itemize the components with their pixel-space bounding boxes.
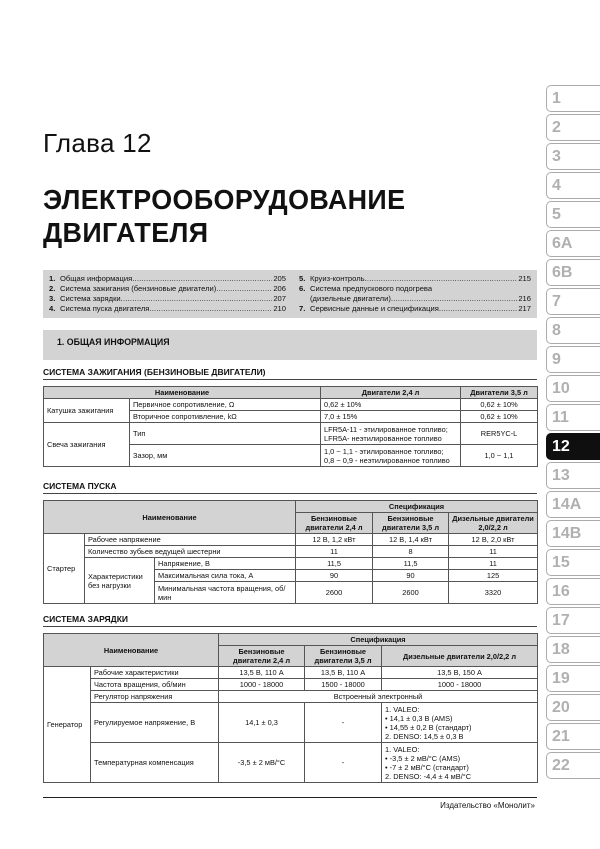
chapter-tab[interactable]: 11	[546, 404, 600, 431]
row-label: Зазор, мм	[130, 445, 321, 467]
toc-number: 5.	[299, 274, 306, 283]
table-cell: 0,62 ± 10%	[461, 399, 538, 411]
chapter-tab[interactable]: 2	[546, 114, 600, 141]
table-cell: 2600	[373, 582, 449, 604]
column-header: Спецификация	[219, 634, 538, 646]
toc-number: 4.	[49, 304, 56, 313]
starting-table	[43, 500, 538, 604]
chapter-tab[interactable]: 5	[546, 201, 600, 228]
table-cell: 13,5 В, 110 А	[305, 667, 382, 679]
toc-page: 205	[273, 274, 286, 283]
column-header: Спецификация	[296, 501, 538, 513]
toc-page: 216	[518, 294, 531, 303]
row-label: Регулируемое напряжение, В	[91, 703, 219, 743]
row-label: Температурная компенсация	[91, 743, 219, 783]
table-cell: 11	[449, 546, 538, 558]
column-header: Бензиновые двигатели 3,5 л	[305, 646, 382, 667]
toc-text-continued: (дизельные двигатели)	[310, 294, 391, 303]
chapter-tab[interactable]: 10	[546, 375, 600, 402]
column-header: Бензиновые двигатели 3,5 л	[373, 513, 449, 534]
chapter-tab[interactable]: 1	[546, 85, 600, 112]
toc-number: 2.	[49, 284, 56, 293]
toc-number: 1.	[49, 274, 56, 283]
title-line-1: ЭЛЕКТРООБОРУДОВАНИЕ	[43, 184, 406, 215]
column-header: Бензиновые двигатели 2,4 л	[219, 646, 305, 667]
table-cell: 0,62 ± 10%	[321, 399, 461, 411]
table-cell	[321, 445, 461, 467]
publisher-footer: Издательство «Монолит»	[440, 801, 535, 810]
cell-line: LFR5A-11 - этилированное топливо;	[324, 424, 448, 434]
toc-number: 3.	[49, 294, 56, 303]
table-cell: 11,5	[296, 558, 373, 570]
table-cell: 14,1 ± 0,3	[219, 703, 305, 743]
toc-page: 215	[518, 274, 531, 283]
chapter-tab[interactable]: 6A	[546, 230, 600, 257]
chapter-tabs	[546, 85, 600, 781]
cell-line: 2. DENSO: -4,4 ± 4 мВ/°С	[385, 771, 472, 781]
cell-line: LFR5A- неэтилированное топливо	[324, 433, 442, 443]
row-group-label: Катушка зажигания	[44, 399, 130, 423]
toc-item[interactable]	[49, 294, 286, 304]
toc-text: Система зажигания (бензиновые двигатели)	[60, 284, 217, 293]
table-cell: 12 В, 1,4 кВт	[373, 534, 449, 546]
toc-left-column	[49, 274, 286, 314]
toc-item[interactable]	[299, 274, 531, 284]
chapter-tab[interactable]: 20	[546, 694, 600, 721]
table-of-contents	[43, 270, 537, 318]
toc-page: 210	[273, 304, 286, 313]
column-header: Двигатели 2,4 л	[321, 387, 461, 399]
toc-item[interactable]	[49, 274, 286, 284]
column-header: Наименование	[44, 387, 321, 399]
column-header: Дизельные двигатели 2,0/2,2 л	[382, 646, 538, 667]
row-group-label: Свеча зажигания	[44, 423, 130, 467]
chapter-tab[interactable]: 9	[546, 346, 600, 373]
column-header: Бензиновые двигатели 2,4 л	[296, 513, 373, 534]
starting-heading: СИСТЕМА ПУСКА	[43, 481, 117, 491]
title-line-2: ДВИГАТЕЛЯ	[43, 217, 209, 248]
charging-table	[43, 633, 538, 783]
table-cell: 7,0 ± 15%	[321, 411, 461, 423]
toc-leader	[391, 294, 517, 304]
row-label: Напряжение, В	[155, 558, 296, 570]
toc-leader	[132, 274, 272, 284]
row-group-label: Характеристики без нагрузки	[85, 558, 155, 604]
table-cell: 0,62 ± 10%	[461, 411, 538, 423]
table-cell: 11,5	[373, 558, 449, 570]
table-cell: 1,0 ~ 1,1	[461, 445, 538, 467]
table-cell	[382, 703, 538, 743]
heading-rule	[43, 626, 537, 627]
toc-text: Общая информация	[60, 274, 133, 283]
cell-line: 0,8 ~ 0,9 - неэтилированное топливо	[324, 455, 450, 465]
heading-rule	[43, 379, 537, 380]
table-cell: 125	[449, 570, 538, 582]
table-cell: 2600	[296, 582, 373, 604]
row-group-label: Генератор	[44, 667, 91, 783]
table-cell: 1000 - 18000	[219, 679, 305, 691]
toc-leader	[121, 294, 273, 304]
chapter-tab[interactable]: 21	[546, 723, 600, 750]
toc-leader	[216, 284, 272, 294]
bullet-item: • -7 ± 2 мВ/°С (стандарт)	[385, 763, 534, 772]
chapter-tab[interactable]: 3	[546, 143, 600, 170]
table-cell: -	[305, 743, 382, 783]
chapter-tab[interactable]: 15	[546, 549, 600, 576]
cell-line: 2. DENSO: 14,5 ± 0,3 В	[385, 731, 464, 741]
chapter-tab[interactable]: 13	[546, 462, 600, 489]
toc-page: 206	[273, 284, 286, 293]
row-label: Рабочее напряжение	[85, 534, 296, 546]
table-cell: 13,5 В, 110 А	[219, 667, 305, 679]
chapter-tab[interactable]: 22	[546, 752, 600, 779]
table-cell	[382, 743, 538, 783]
toc-text: Система пуска двигателя	[60, 304, 150, 313]
row-label: Максимальная сила тока, А	[155, 570, 296, 582]
ignition-table	[43, 386, 538, 467]
charging-heading: СИСТЕМА ЗАРЯДКИ	[43, 614, 128, 624]
table-cell: Встроенный электронный	[219, 691, 538, 703]
table-cell: 11	[296, 546, 373, 558]
column-header: Наименование	[44, 501, 296, 534]
chapter-tab[interactable]: 7	[546, 288, 600, 315]
toc-leader	[149, 304, 272, 314]
table-cell: RER5YC-L	[461, 423, 538, 445]
table-cell: 13,5 В, 150 А	[382, 667, 538, 679]
row-label: Вторичное сопротивление, kΩ	[130, 411, 321, 423]
toc-text: Система зарядки	[60, 294, 121, 303]
table-cell: 90	[296, 570, 373, 582]
cell-line: 1,0 ~ 1,1 - этилированное топливо;	[324, 446, 444, 456]
column-header: Двигатели 3,5 л	[461, 387, 538, 399]
toc-number: 6.	[299, 284, 306, 293]
cell-line: 1. VALEO:	[385, 744, 420, 754]
chapter-tab[interactable]: 4	[546, 172, 600, 199]
table-cell: 3320	[449, 582, 538, 604]
chapter-tab[interactable]: 8	[546, 317, 600, 344]
table-cell	[321, 423, 461, 445]
toc-item[interactable]	[299, 284, 531, 294]
row-label: Минимальная частота вращения, об/мин	[155, 582, 296, 604]
table-cell: 1500 - 18000	[305, 679, 382, 691]
table-cell: 12 В, 2,0 кВт	[449, 534, 538, 546]
ignition-heading: СИСТЕМА ЗАЖИГАНИЯ (БЕНЗИНОВЫЕ ДВИГАТЕЛИ)	[43, 367, 266, 377]
toc-item[interactable]	[49, 304, 286, 314]
toc-number: 7.	[299, 304, 306, 313]
toc-text: Круиз-контроль	[310, 274, 365, 283]
row-label: Тип	[130, 423, 321, 445]
table-cell: 12 В, 1,2 кВт	[296, 534, 373, 546]
chapter-tab[interactable]: 6B	[546, 259, 600, 286]
chapter-tab[interactable]: 14B	[546, 520, 600, 547]
chapter-tab[interactable]: 16	[546, 578, 600, 605]
toc-text: Система предпускового подогрева	[310, 284, 433, 293]
table-cell: 1000 - 18000	[382, 679, 538, 691]
table-cell: -	[305, 703, 382, 743]
table-cell: 8	[373, 546, 449, 558]
footer-rule	[43, 797, 537, 798]
chapter-tab[interactable]: 18	[546, 636, 600, 663]
table-cell: -3,5 ± 2 мВ/°С	[219, 743, 305, 783]
cell-line: 1. VALEO:	[385, 704, 420, 714]
toc-text: Сервисные данные и спецификация	[310, 304, 439, 313]
chapter-tab[interactable]: 12	[546, 433, 600, 460]
chapter-tab[interactable]: 19	[546, 665, 600, 692]
bullet-list	[385, 714, 534, 732]
section-heading: 1. ОБЩАЯ ИНФОРМАЦИЯ	[43, 330, 537, 360]
toc-leader	[439, 304, 518, 314]
row-label: Первичное сопротивление, Ω	[130, 399, 321, 411]
row-group-label: Стартер	[44, 534, 85, 604]
row-label: Рабочие характеристики	[91, 667, 219, 679]
bullet-item: • -3,5 ± 2 мВ/°С (AMS)	[385, 754, 534, 763]
toc-page: 207	[273, 294, 286, 303]
toc-item[interactable]	[299, 304, 531, 314]
table-cell: 90	[373, 570, 449, 582]
toc-item[interactable]	[49, 284, 286, 294]
bullet-item: • 14,55 ± 0,2 В (стандарт)	[385, 723, 534, 732]
column-header: Дизельные двигатели 2,0/2,2 л	[449, 513, 538, 534]
toc-leader	[365, 274, 518, 284]
toc-item[interactable]	[299, 294, 531, 304]
toc-right-column	[299, 274, 531, 314]
row-label: Количество зубьев ведущей шестерни	[85, 546, 296, 558]
chapter-label: Глава 12	[43, 128, 152, 158]
row-label: Частота вращения, об/мин	[91, 679, 219, 691]
toc-page: 217	[518, 304, 531, 313]
chapter-tab[interactable]: 14A	[546, 491, 600, 518]
chapter-tab[interactable]: 17	[546, 607, 600, 634]
row-label: Регулятор напряжения	[91, 691, 219, 703]
bullet-list	[385, 754, 534, 772]
heading-rule	[43, 493, 537, 494]
column-header: Наименование	[44, 634, 219, 667]
table-cell: 11	[449, 558, 538, 570]
page-title	[43, 183, 485, 249]
bullet-item: • 14,1 ± 0,3 В (AMS)	[385, 714, 534, 723]
